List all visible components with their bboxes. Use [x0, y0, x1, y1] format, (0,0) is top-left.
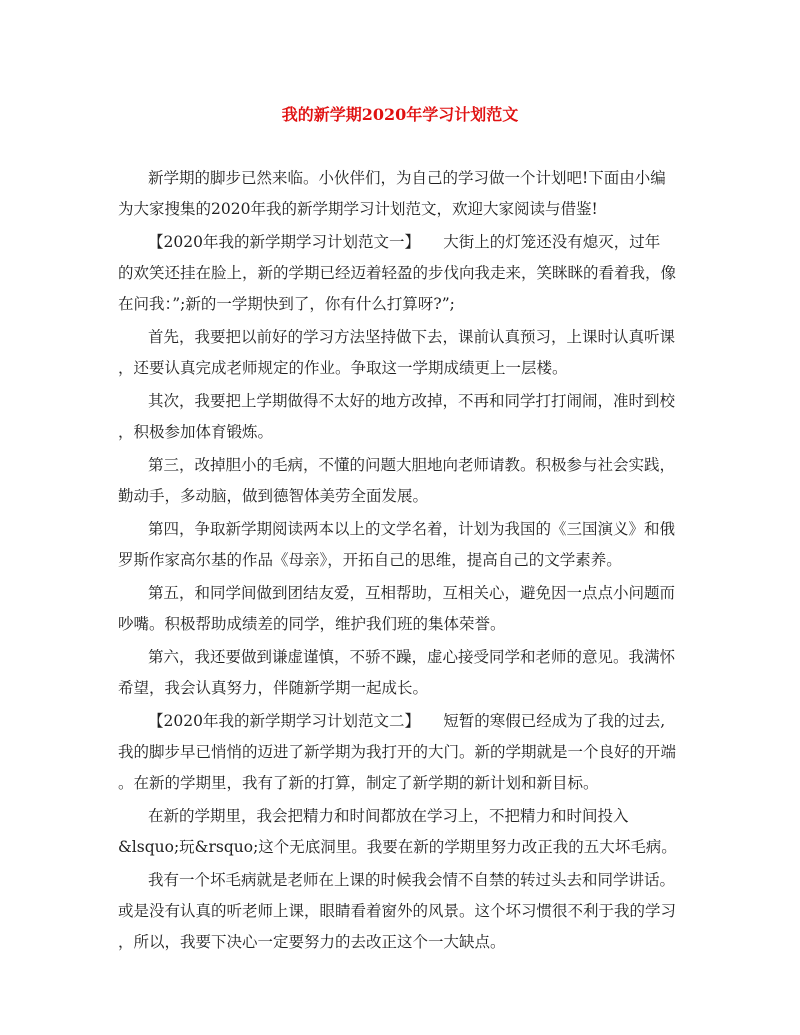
- document-title: 我的新学期2020年学习计划范文: [281, 105, 519, 124]
- text-line: ，所以，我要下决心一定要努力的去改正这个一大缺点。: [118, 933, 506, 951]
- text-line: 第五，和同学间做到团结友爱，互相帮助，互相关心，避免因一点点小问题而: [148, 584, 676, 602]
- text-line: &lsquo;玩&rsquo;这个无底洞里。我要在新的学期里努力改正我的五大坏毛病。: [118, 838, 677, 856]
- text-line: 第三，改掉胆小的毛病，不懂的问题大胆地向老师请教。积极参与社会实践，: [148, 456, 676, 474]
- text-line: 第四，争取新学期阅读两本以上的文学名着，计划为我国的《三国演义》和俄: [148, 520, 676, 538]
- text-line: ，还要认真完成老师规定的作业。争取这一学期成绩更上一层楼。: [118, 359, 568, 377]
- text-line: 第六，我还要做到谦虚谨慎，不骄不躁，虚心接受同学和老师的意见。我满怀: [148, 648, 676, 666]
- text-line: 【2020年我的新学期学习计划范文二】 短暂的寒假已经成为了我的过去,: [148, 712, 666, 730]
- text-line: 为大家搜集的2020年我的新学期学习计划范文，欢迎大家阅读与借鉴!: [118, 200, 598, 218]
- text-line: 。在新的学期里，我有了新的打算，制定了新学期的新计划和新目标。: [118, 774, 599, 792]
- text-line: 新学期的脚步已然来临。小伙伴们，为自己的学习做一个计划吧!下面由小编: [148, 169, 666, 187]
- text-line: 在问我：”;新的一学期快到了，你有什么打算呀?”;: [118, 295, 455, 313]
- text-line: 在新的学期里，我会把精力和时间都放在学习上，不把精力和时间投入: [148, 807, 629, 825]
- text-line: 罗斯作家高尔基的作品《母亲》，开拓自己的思维，提高自己的文学素养。: [118, 551, 622, 569]
- text-line: 的欢笑还挂在脸上，新的学期已经迈着轻盈的步伐向我走来，笑眯眯的看着我，像: [118, 264, 677, 282]
- text-line: 我有一个坏毛病就是老师在上课的时候我会情不自禁的转过头去和同学讲话。: [148, 871, 676, 889]
- text-line: 希望，我会认真努力，伴随新学期一起成长。: [118, 679, 429, 697]
- text-line: 勤动手，多动脑，做到德智体美劳全面发展。: [118, 487, 429, 505]
- text-line: 我的脚步早已悄悄的迈进了新学期为我打开的大门。新的学期就是一个良好的开端: [118, 743, 677, 761]
- text-line: 首先，我要把以前好的学习方法坚持做下去，课前认真预习，上课时认真听课: [148, 328, 676, 346]
- text-line: ，积极参加体育锻炼。: [118, 423, 274, 441]
- text-line: 【2020年我的新学期学习计划范文一】 大街上的灯笼还没有熄灭，过年: [148, 233, 661, 251]
- text-line: 其次，我要把上学期做得不太好的地方改掉，不再和同学打打闹闹，准时到校: [148, 392, 676, 410]
- text-line: 吵嘴。积极帮助成绩差的同学，维护我们班的集体荣誉。: [118, 615, 506, 633]
- text-line: 或是没有认真的听老师上课，眼睛看着窗外的风景。这个坏习惯很不利于我的学习: [118, 902, 677, 920]
